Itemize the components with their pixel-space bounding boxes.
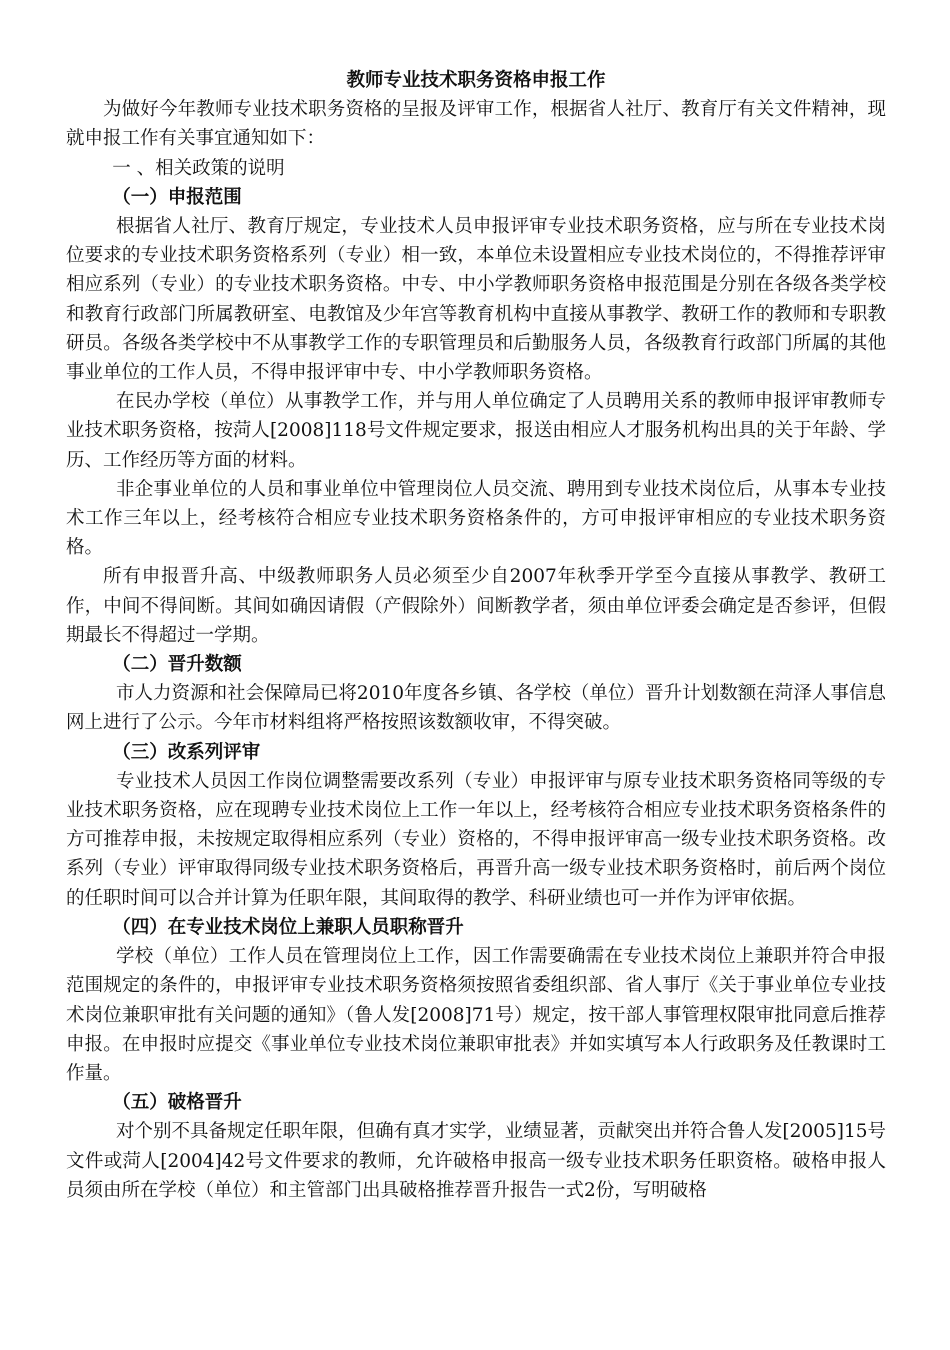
scope-paragraph-3: 非企事业单位的人员和事业单位中管理岗位人员交流、聘用到专业技术岗位后，从事本专业技术工作三年以上，经考核符合相应专业技术职务资格条件的，方可申报评审相应的专业技术职务资格。	[66, 478, 886, 559]
document-page	[66, 66, 886, 1205]
scope-paragraph-1: 根据省人社厅、教育厅规定，专业技术人员申报评审专业技术职务资格，应与所在专业技术岗位要求的专业技术职务资格系列（专业）相一致，本单位未设置相应专业技术岗位的，不得推荐评审相应系列（专业）的专业技术职务资格。中专、中小学教师职务资格申报范围是分别在各级各类学校和教育行政部门所属教研室、电教馆及少年宫等教育机构中直接从事教学、教研工作的教师和专职教研员。各级各类学校中不从事教学工作的专职管理员和后勤服务人员，各级教育行政部门所属的其他事业单位的工作人员，不得申报评审中专、中小学教师职务资格。	[66, 216, 886, 384]
document-title: 教师专业技术职务资格申报工作	[346, 70, 606, 91]
intro-paragraph: 为做好今年教师专业技术职务资格的呈报及评审工作，根据省人社厅、教育厅有关文件精神，现就申报工作有关事宜通知如下：	[66, 99, 886, 150]
series-change-paragraph: 专业技术人员因工作岗位调整需要改系列（专业）申报评审与原专业技术职务资格同等级的专业技术职务资格，应在现聘专业技术岗位上工作一年以上，经考核符合相应专业技术职务资格条件的方可推荐申报，未按规定取得相应系列（专业）资格的，不得申报评审高一级专业技术职务资格。改系列（专业）评审取得同级专业技术职务资格后，再晋升高一级专业技术职务资格时，前后两个岗位的任职时间可以合并计算为任职年限，其间取得的教学、科研业绩也可一并作为评审依据。	[66, 770, 886, 909]
subheading-scope: （一）申报范围	[112, 186, 242, 208]
subheading-part-time: （四）在专业技术岗位上兼职人员职称晋升	[112, 916, 464, 938]
scope-paragraph-4: 所有申报晋升高、中级教师职务人员必须至少自2007年秋季开学至今直接从事教学、教研工作，中间不得间断。其间如确因请假（产假除外）间断教学者，须由单位评委会确定是否参评，但假期最长不得超过一学期。	[66, 566, 886, 646]
scope-paragraph-2: 在民办学校（单位）从事教学工作，并与用人单位确定了人员聘用关系的教师申报评审教师专业技术职务资格，按菏人[2008]118号文件规定要求，报送由相应人才服务机构出具的关于年龄、学历、工作经历等方面的材料。	[66, 391, 886, 471]
exceptional-paragraph: 对个别不具备规定任职年限，但确有真才实学，业绩显著，贡献突出并符合鲁人发[2005]15号文件或菏人[2004]42号文件要求的教师，允许破格申报高一级专业技术职务任职资格。破格申报人员须由所在学校（单位）和主管部门出具破格推荐晋升报告一式2份，写明破格	[66, 1121, 886, 1201]
quota-paragraph: 市人力资源和社会保障局已将2010年度各乡镇、各学校（单位）晋升计划数额在菏泽人事信息网上进行了公示。今年市材料组将严格按照该数额收审，不得突破。	[66, 683, 886, 734]
subheading-series-change: （三）改系列评审	[112, 741, 261, 763]
subheading-exceptional: （五）破格晋升	[112, 1092, 242, 1114]
subheading-quota: （二）晋升数额	[112, 654, 242, 676]
part-time-paragraph: 学校（单位）工作人员在管理岗位上工作，因工作需要确需在专业技术岗位上兼职并符合申报范围规定的条件的，申报评审专业技术职务资格须按照省委组织部、省人事厅《关于事业单位专业技术岗位兼职审批有关问题的通知》（鲁人发[2008]71号）规定，按干部人事管理权限审批同意后推荐申报。在申报时应提交《事业单位专业技术岗位兼职审批表》并如实填写本人行政职务及任教课时工作量。	[66, 946, 886, 1084]
section-heading-policy: 一 、相关政策的说明	[112, 157, 285, 179]
